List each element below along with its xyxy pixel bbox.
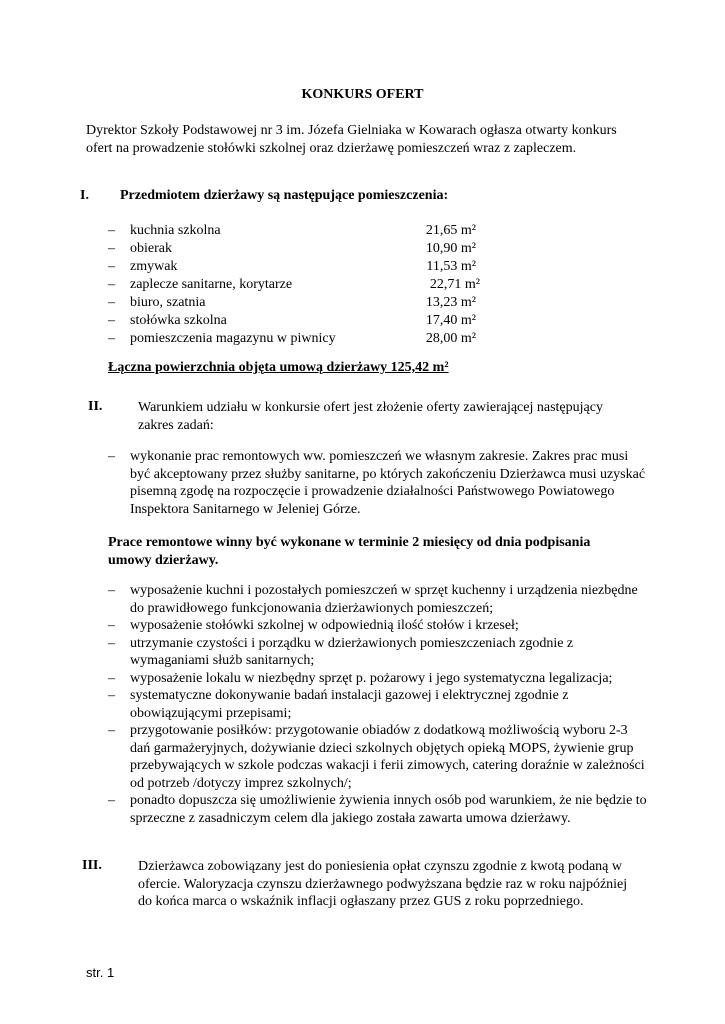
dash-bullet: –	[108, 688, 115, 703]
dash-bullet: –	[108, 635, 115, 651]
list-item	[108, 617, 648, 635]
room-item	[108, 240, 508, 258]
list-item	[108, 448, 648, 518]
list-item-text: ponadto dopuszcza się umożliwienie żywienia innych osób pod warunkiem, że nie będzie to sprzeczne z zasadniczym celem dla jakiego została zawarta umowa dzierżawy.	[130, 793, 647, 826]
list-item-text: wyposażenie stołówki szkolnej w odpowiednią ilość stołów i krzeseł;	[130, 618, 519, 633]
list-item	[108, 635, 648, 670]
room-item	[108, 276, 508, 294]
room-item	[108, 312, 508, 330]
room-item	[108, 330, 508, 348]
dash-bullet: –	[108, 259, 115, 274]
room-area: 28,00 m²	[425, 331, 476, 346]
room-name: stołówka szkolna	[130, 313, 227, 328]
duties-list	[108, 582, 648, 827]
list-item-text: wykonanie prac remontowych ww. pomieszczeń we własnym zakresie. Zakres prac musi być akceptowany przez służby sanitarne, po których zakończeniu Dzierżawca musi uzyskać pisemną zgodę na rozpoczęcie i prowadzenie działalności Państwowego Powiatowego Inspektora Sanitarnego w Jeleniej Górze.	[130, 449, 646, 517]
room-area: 22,71 m²	[429, 277, 480, 292]
list-item-text: systematyczne dokonywanie badań instalacji gazowej i elektrycznej zgodnie z obowiązującymi przepisami;	[130, 688, 569, 721]
dash-bullet: –	[108, 449, 115, 464]
list-item	[108, 670, 648, 688]
dash-bullet: –	[108, 241, 115, 256]
list-item	[108, 687, 648, 722]
dash-bullet: –	[108, 295, 115, 310]
list-item	[108, 582, 648, 617]
list-item-text: wyposażenie lokalu w niezbędny sprzęt p. pożarowy i jego systematyczna legalizacja;	[130, 670, 613, 686]
room-area: 11,53 m²	[426, 259, 476, 274]
list-item	[108, 792, 648, 827]
list-item-text: utrzymanie czystości i porządku w dzierżawionych pomieszczeniach zgodnie z wymaganiami służb sanitarnych;	[130, 635, 574, 668]
room-item	[108, 222, 508, 240]
room-area: 13,23 m²	[425, 295, 476, 310]
section-2-intro: Warunkiem udziału w konkursie ofert jest złożenie oferty zawierającej następujący zakres zadań:	[138, 400, 603, 433]
section-3-number: III.	[82, 858, 102, 873]
dash-bullet: –	[108, 618, 115, 633]
dash-bullet: –	[108, 583, 115, 598]
dash-bullet: –	[108, 723, 115, 738]
room-name: obierak	[130, 241, 172, 256]
room-area: 21,65 m²	[425, 223, 476, 238]
dash-bullet: –	[108, 670, 115, 686]
room-name: kuchnia szkolna	[130, 223, 221, 238]
room-list	[108, 222, 508, 348]
section-1-number: I.	[80, 188, 89, 203]
dash-bullet: –	[108, 793, 115, 808]
page-number: str. 1	[86, 965, 115, 980]
intro-paragraph: Dyrektor Szkoły Podstawowej nr 3 im. Józefa Gielniaka w Kowarach ogłasza otwarty konkurs ofert na prowadzenie stołówki szkolnej oraz dzierżawę pomieszczeń wraz z zapleczem.	[86, 123, 617, 156]
room-area: 17,40 m²	[425, 313, 476, 328]
room-name: pomieszczenia magazynu w piwnicy	[130, 331, 336, 346]
document-title: KONKURS OFERT	[301, 87, 424, 102]
total-area: Łączna powierzchnia objęta umową dzierżawy 125,42 m²	[108, 360, 449, 375]
room-name: zaplecze sanitarne, korytarze	[130, 277, 293, 292]
section-1-heading: Przedmiotem dzierżawy są następujące pomieszczenia:	[120, 188, 449, 203]
list-item	[108, 722, 648, 792]
dash-bullet: –	[108, 223, 115, 238]
section-3-text: Dzierżawca zobowiązany jest do poniesienia opłat czynszu zgodnie z kwotą podaną w ofercie. Waloryzacja czynszu dzierżawnego podwyższana będzie raz w roku najpóźniej do końca marca o wskaźnik inflacji ogłaszany przez GUS z roku poprzedniego.	[138, 859, 628, 909]
dash-bullet: –	[108, 313, 115, 328]
list-item-text: wyposażenie kuchni i pozostałych pomieszczeń w sprzęt kuchenny i urządzenia niezbędne do prawidłowego funkcjonowania dzierżawionych pomieszczeń;	[130, 583, 638, 616]
dash-bullet: –	[108, 331, 115, 346]
room-area: 10,90 m²	[425, 241, 476, 256]
room-item	[108, 258, 508, 276]
room-name: biuro, szatnia	[130, 295, 206, 310]
first-bullet-list	[108, 448, 648, 518]
room-name: zmywak	[130, 259, 178, 274]
deadline-paragraph: Prace remontowe winny być wykonane w terminie 2 miesięcy od dnia podpisania umowy dzierżawy.	[108, 535, 591, 568]
dash-bullet: –	[108, 277, 115, 292]
section-2-number: II.	[88, 399, 103, 414]
room-item	[108, 294, 508, 312]
list-item-text: przygotowanie posiłków: przygotowanie obiadów z dodatkową możliwością wyboru 2-3 dań garmażeryjnych, dożywianie dzieci szkolnych objętych opieką MOPS, żywienie grup przebywających w szkole podczas wakacji i ferii zimowych, catering doraźnie w zależności od potrzeb /dotyczy imprez szkolnych/;	[130, 723, 645, 791]
